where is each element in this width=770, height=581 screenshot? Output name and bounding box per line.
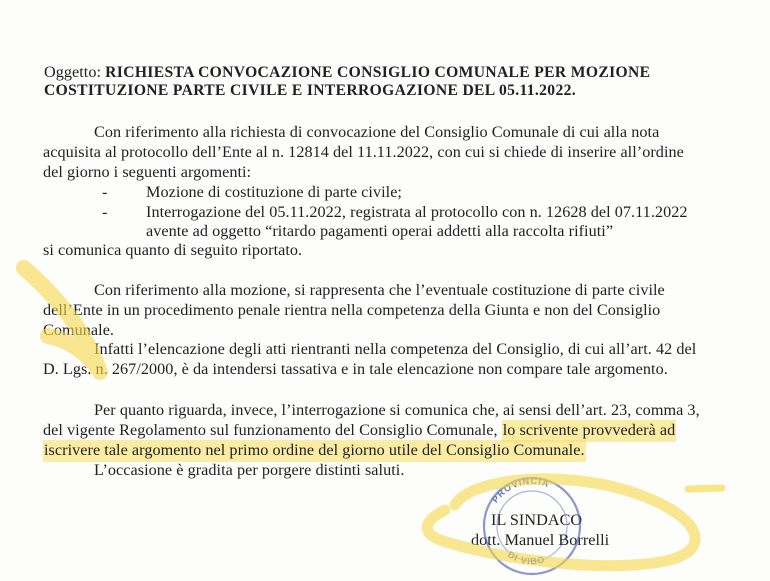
paragraph4-line-3 [43, 440, 586, 460]
subject-label: Oggetto: [44, 63, 102, 81]
bullet-item-2: Interrogazione del 05.11.2022, registrata al protocollo con n. 12628 del 07.11.2022 [146, 203, 688, 221]
highlighted-text-2: iscrivere tale argomento nel primo ordine del giorno utile del Consiglio Comunale. [43, 440, 586, 462]
closing-salutation: L’occasione è gradita per porgere distinti saluti. [94, 461, 405, 479]
stamp-text-top: PROVINCIA [490, 475, 551, 505]
bullet-item-2-continued: avente ad oggetto “ritardo pagamenti operai addetti alla raccolta rifiuti” [146, 222, 614, 240]
signature-role: IL SINDACO [491, 511, 583, 529]
paragraph2-line-1: Con riferimento alla mozione, si rappresenta che l’eventuale costituzione di parte civile [94, 281, 665, 299]
bullet-marker-1: - [102, 183, 108, 201]
paragraph4-line-2 [43, 420, 676, 440]
paragraph4-plain-text: del vigente Regolamento sul funzionamento del Consiglio Comunale, [43, 421, 498, 439]
paragraph1-closing: si comunica quanto di seguito riportato. [43, 241, 303, 259]
paragraph4-line-1: Per quanto riguarda, invece, l’interrogazione si comunica che, ai sensi dell’art. 23, comma 3, [94, 401, 700, 419]
paragraph2-line-2: dell’Ente in un procedimento penale rientra nella competenza della Giunta e non del Consiglio [43, 301, 661, 319]
subject-title-line-2: COSTITUZIONE PARTE CIVILE E INTERROGAZIONE DEL 05.11.2022. [44, 82, 576, 99]
paragraph3-line-2: D. Lgs. n. 267/2000, è da intendersi tassativa e in tale elencazione non compare tale argomento. [43, 360, 668, 378]
bullet-item-1: Mozione di costituzione di parte civile; [146, 183, 402, 201]
paragraph3-line-1: Infatti l’elencazione degli atti rientranti nella competenza del Consiglio, di cui all’art. 42 del [94, 340, 697, 358]
paragraph1-line-3: del giorno i seguenti argomenti: [43, 163, 252, 181]
highlighted-text-1: lo scrivente provvederà ad [502, 420, 677, 442]
subject-title-line-1: RICHIESTA CONVOCAZIONE CONSIGLIO COMUNALE PER MOZIONE [105, 64, 651, 81]
svg-text:PROVINCIA [490, 476, 551, 505]
stamp-text-bottom: DI VIBO [506, 549, 547, 567]
paragraph1-line-1: Con riferimento alla richiesta di convocazione del Consiglio Comunale di cui alla nota [94, 123, 660, 141]
bullet-marker-2: - [102, 203, 108, 221]
svg-text:DI VIBO [506, 549, 546, 566]
paragraph2-line-3: Comunale. [43, 321, 115, 339]
highlighter-dash-mark [688, 488, 722, 489]
paragraph1-line-2: acquisita al protocollo dell’Ente al n. 12814 del 11.11.2022, con cui si chiede di inserire all’ordine [43, 143, 684, 161]
subject-line-1 [44, 62, 650, 83]
signature-name: dott. Manuel Borrelli [471, 531, 610, 549]
